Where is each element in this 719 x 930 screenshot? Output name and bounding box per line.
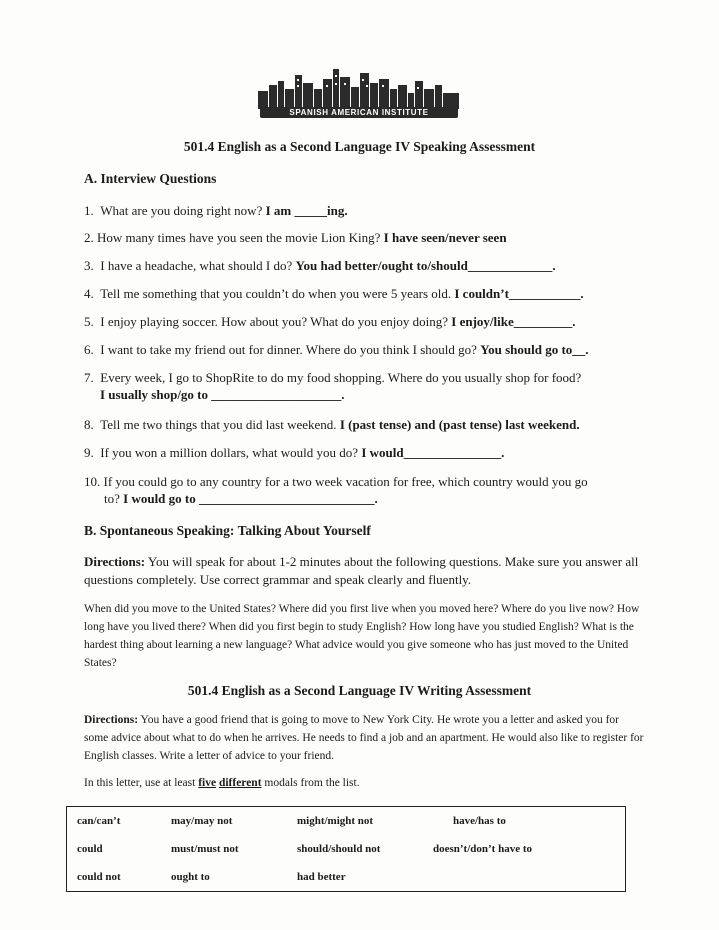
- question-8: [84, 417, 580, 433]
- question-7: [84, 370, 581, 386]
- question-text: Tell me two things that you did last weekend.: [100, 417, 340, 432]
- answer-prompt: You should go to__.: [480, 342, 589, 357]
- speaking-directions-text: You will speak for about 1-2 minutes about the following questions. Make sure you answer all questions completely. Use correct grammar and speak clearly and fluently.: [84, 554, 639, 587]
- modal-cell: can/can’t: [77, 815, 121, 827]
- question-text: Every week, I go to ShopRite to do my food shopping. Where do you usually shop for food?: [100, 370, 582, 385]
- answer-prompt: I couldn’t___________.: [454, 286, 584, 301]
- question-text: If you could go to any country for a two week vacation for free, which country would you go: [103, 474, 588, 489]
- modal-cell: doesn’t/don’t have to: [433, 843, 533, 855]
- skyline-graphic: [256, 67, 462, 109]
- answer-prompt: You had better/ought to/should_____________.: [295, 258, 556, 273]
- instruction-text-end: modals from the list.: [261, 777, 360, 789]
- answer-prompt: I (past tense) and (past tense) last weekend.: [339, 417, 580, 432]
- question-number: 10.: [84, 474, 101, 489]
- modal-cell: have/has to: [453, 815, 506, 827]
- question-number: 2.: [84, 230, 94, 245]
- question-9: [84, 445, 504, 461]
- emphasis-five: five: [198, 777, 217, 789]
- institute-logo: [256, 67, 462, 121]
- writing-assessment-title: 501.4 English as a Second Language IV Writing Assessment: [187, 683, 532, 698]
- answer-prompt: I have seen/never seen: [383, 230, 507, 245]
- speaking-questions: When did you move to the United States? Where did you first live when you moved here? Where do you live now? How long have you lived there? When did you first begin to study English? How long have you studied English? What is the hardest thing about learning a new language? What advice would you give someone who has just moved to the United States?: [84, 603, 640, 669]
- question-number: 7.: [84, 370, 94, 385]
- question-number: 5.: [84, 314, 94, 329]
- question-4: [84, 286, 584, 302]
- question-number: 8.: [84, 417, 94, 432]
- question-text: I want to take my friend out for dinner. Where do you think I should go?: [100, 342, 481, 357]
- question-number: 4.: [84, 286, 94, 301]
- question-text: I enjoy playing soccer. How about you? What do you enjoy doing?: [100, 314, 452, 329]
- modal-cell: might/might not: [297, 815, 374, 827]
- modal-cell: may/may not: [171, 815, 233, 827]
- question-6: [84, 342, 589, 358]
- question-5: [84, 314, 576, 330]
- modal-cell: had better: [297, 871, 346, 883]
- answer-prompt: I would_______________.: [361, 445, 505, 460]
- logo-text: SPANISH AMERICAN INSTITUTE: [260, 107, 458, 118]
- writing-directions-text: You have a good friend that is going to move to New York City. He wrote you a letter and asked you for some advice about what to do when he arrives. He needs to find a job and an apartment. He would also like to register for English classes. Write a letter of advice to your friend.: [84, 714, 644, 762]
- table-row: [67, 863, 626, 892]
- question-number: 1.: [84, 203, 94, 218]
- answer-prompt: I enjoy/like_________.: [451, 314, 576, 329]
- instruction-text: In this letter, use at least: [84, 777, 199, 789]
- question-text: I have a headache, what should I do?: [100, 258, 296, 273]
- modals-table: [66, 806, 626, 892]
- directions-label: Directions:: [84, 554, 146, 569]
- modal-cell: could: [77, 843, 103, 855]
- modal-cell: should/should not: [297, 843, 381, 855]
- table-row: [67, 835, 626, 863]
- modal-cell: [423, 863, 626, 892]
- question-10-continued: [104, 491, 378, 507]
- question-text-continued: to?: [104, 491, 124, 506]
- emphasis-different: different: [218, 777, 262, 789]
- answer-prompt: I am _____ing.: [265, 203, 348, 218]
- question-text: Tell me something that you couldn’t do when you were 5 years old.: [100, 286, 455, 301]
- answer-prompt: I usually shop/go to ____________________.: [100, 387, 345, 402]
- question-text: What are you doing right now?: [100, 203, 266, 218]
- question-text: If you won a million dollars, what would you do?: [100, 445, 362, 460]
- speaking-directions: [84, 553, 644, 589]
- question-text: How many times have you seen the movie Lion King?: [97, 230, 384, 245]
- question-10: [84, 474, 588, 490]
- section-a-heading: A. Interview Questions: [84, 171, 217, 186]
- question-3: [84, 258, 556, 274]
- question-number: 6.: [84, 342, 94, 357]
- question-2: [84, 230, 507, 246]
- question-7-answer: [100, 387, 345, 403]
- modal-cell: must/must not: [171, 843, 239, 855]
- question-number: 9.: [84, 445, 94, 460]
- writing-directions: [84, 711, 644, 765]
- speaking-assessment-title: 501.4 English as a Second Language IV Speaking Assessment: [183, 139, 536, 154]
- question-1: [84, 203, 348, 219]
- directions-label: Directions:: [84, 714, 139, 726]
- table-row: [67, 807, 626, 836]
- letter-instruction: [84, 777, 360, 789]
- question-number: 3.: [84, 258, 94, 273]
- modal-cell: ought to: [171, 871, 210, 883]
- section-b-heading: B. Spontaneous Speaking: Talking About Yourself: [84, 523, 371, 538]
- answer-prompt: I would go to ___________________________.: [123, 491, 378, 506]
- modal-cell: could not: [77, 871, 121, 883]
